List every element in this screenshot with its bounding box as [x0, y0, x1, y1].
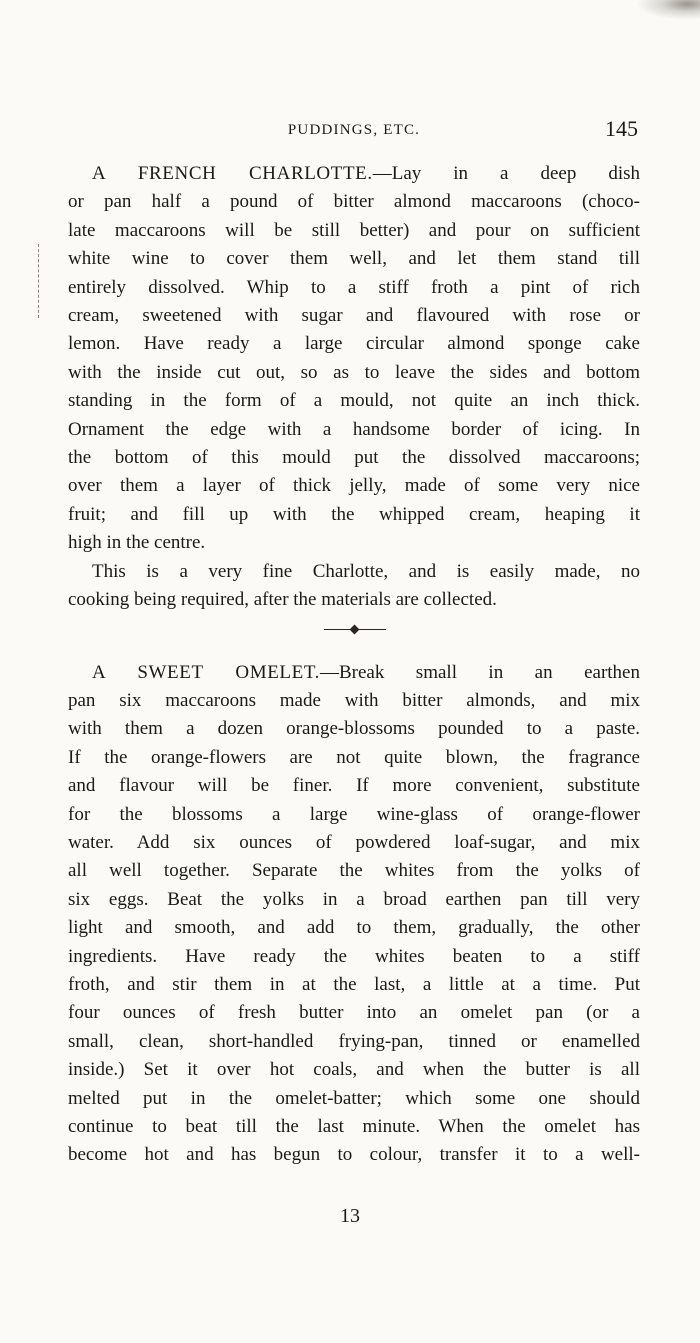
text-line: over them a layer of thick jelly, made of some very nice [68, 475, 640, 497]
text-line: standing in the form of a mould, not quite an inch thick. [68, 390, 640, 412]
text-line: white wine to cover them well, and let them stand till [68, 248, 640, 270]
text-run: —Lay in a deep dish [372, 163, 640, 184]
text-line: Ornament the edge with a handsome border of icing. In [68, 418, 640, 440]
text-line: This is a very fine Charlotte, and is easily made, no [92, 560, 640, 582]
text-line: cream, sweetened with sugar and flavoured with rose or [68, 305, 640, 327]
text-line: the bottom of this mould put the dissolved maccaroons; [68, 447, 640, 469]
text-line: six eggs. Beat the yolks in a broad earthen pan till very [68, 888, 640, 910]
running-head [68, 116, 640, 146]
text-line: melted put in the omelet-batter; which some one should [68, 1087, 640, 1109]
recipe-title: A SWEET OMELET. [92, 661, 320, 683]
recipe-french-charlotte [68, 160, 640, 558]
text-line: small, clean, short-handled frying-pan, tinned or enamelled [68, 1030, 640, 1052]
text-line: inside.) Set it over hot coals, and when the butter is all [68, 1059, 640, 1081]
text-line: water. Add six ounces of powdered loaf-sugar, and mix [68, 831, 640, 853]
body-text [68, 160, 640, 1170]
text-line: cooking being required, after the materials are collected. [68, 589, 497, 611]
text-line: ingredients. Have ready the whites beaten to a stiff [68, 945, 640, 967]
section-divider [68, 615, 640, 645]
text-line: pan six maccaroons made with bitter almonds, and mix [68, 689, 640, 711]
text-run: —Break small in an earthen [319, 661, 640, 683]
text-line: four ounces of fresh butter into an omelet pan (or a [68, 1002, 640, 1024]
text-line: light and smooth, and add to them, gradually, the other [68, 917, 640, 939]
recipe-note [68, 558, 640, 615]
text-line: high in the centre. [68, 532, 206, 554]
text-line: entirely dissolved. Whip to a stiff froth a pint of rich [68, 276, 640, 298]
corner-smudge [636, 0, 700, 20]
recipe-title: A FRENCH CHARLOTTE. [92, 163, 373, 184]
text-line: or pan half a pound of bitter almond maccaroons (choco- [68, 191, 640, 213]
text-line: with them a dozen orange-blossoms pounded to a paste. [68, 718, 640, 740]
text-line: with the inside cut out, so as to leave the sides and bottom [68, 361, 640, 383]
text-line: for the blossoms a large wine-glass of orange-flower [68, 803, 640, 825]
divider-ornament [350, 624, 360, 634]
margin-mark [38, 244, 43, 318]
text-line: become hot and has begun to colour, transfer it to a well- [68, 1144, 640, 1166]
page-number: 145 [605, 116, 638, 141]
text-line: If the orange-flowers are not quite blown, the fragrance [68, 746, 640, 768]
signature-mark: 13 [340, 1205, 360, 1227]
text-line: froth, and stir them in at the last, a little at a time. Put [68, 973, 640, 995]
text-line: lemon. Have ready a large circular almond sponge cake [68, 333, 640, 355]
text-line: all well together. Separate the whites from the yolks of [68, 860, 640, 882]
text-line: continue to beat till the last minute. When the omelet has [68, 1116, 640, 1137]
recipe-sweet-omelet [68, 659, 640, 1170]
running-title: PUDDINGS, ETC. [287, 122, 421, 138]
text-line: fruit; and fill up with the whipped cream, heaping it [68, 503, 640, 525]
text-line: late maccaroons will be still better) and pour on sufficient [68, 219, 640, 241]
text-line: and flavour will be finer. If more convenient, substitute [68, 775, 640, 797]
text-line [68, 160, 640, 188]
text-line [68, 659, 640, 687]
